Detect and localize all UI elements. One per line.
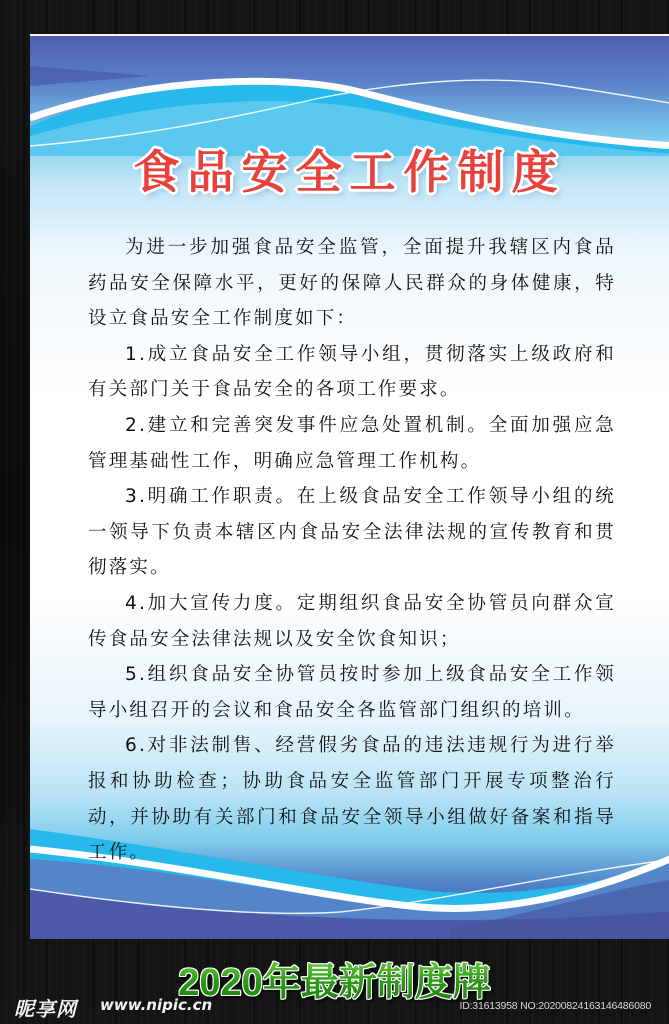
watermark-url: www.nipic.cn xyxy=(100,996,213,1014)
regulation-body xyxy=(88,230,616,871)
rule-item-4: 4.加大宣传力度。定期组织食品安全协管员向群众宣传食品安全法律法规以及安全饮食知识； xyxy=(88,592,616,650)
footer-banner-title: 2020年最新制度牌 xyxy=(0,951,669,1006)
rule-item-3: 3.明确工作职责。在上级食品安全工作领导小组的统一领导下负责本辖区内食品安全法律法规的宣传教育和贯彻落实。 xyxy=(88,486,616,579)
rule-item-2: 2.建立和完善突发事件应急处置机制。全面加强应急管理基础性工作，明确应急管理工作机构。 xyxy=(88,414,616,472)
rule-item-1: 1.成立食品安全工作领导小组，贯彻落实上级政府和有关部门关于食品安全的各项工作要求。 xyxy=(88,343,616,401)
watermark-id: ID:31613958 NO:20200824163146486080 xyxy=(459,1000,651,1012)
watermark-logo: 昵享网 xyxy=(14,997,77,1021)
rule-item-6: 6.对非法制售、经营假劣食品的违法违规行为进行举报和协助检查；协助食品安全监管部门开展专项整治行动，并协助有关部门和食品安全领导小组做好备案和指导工作。 xyxy=(88,735,616,864)
rule-item-5: 5.组织食品安全协管员按时参加上级食品安全工作领导小组召开的会议和食品安全各监管部门组织的培训。 xyxy=(88,664,616,721)
poster-title: 食品安全工作制度 xyxy=(133,145,566,199)
intro-paragraph: 为进一步加强食品安全监管，全面提升我辖区内食品药品安全保障水平，更好的保障人民群众的身体健康，特设立食品安全工作制度如下： xyxy=(88,237,616,330)
poster-board xyxy=(30,34,669,939)
